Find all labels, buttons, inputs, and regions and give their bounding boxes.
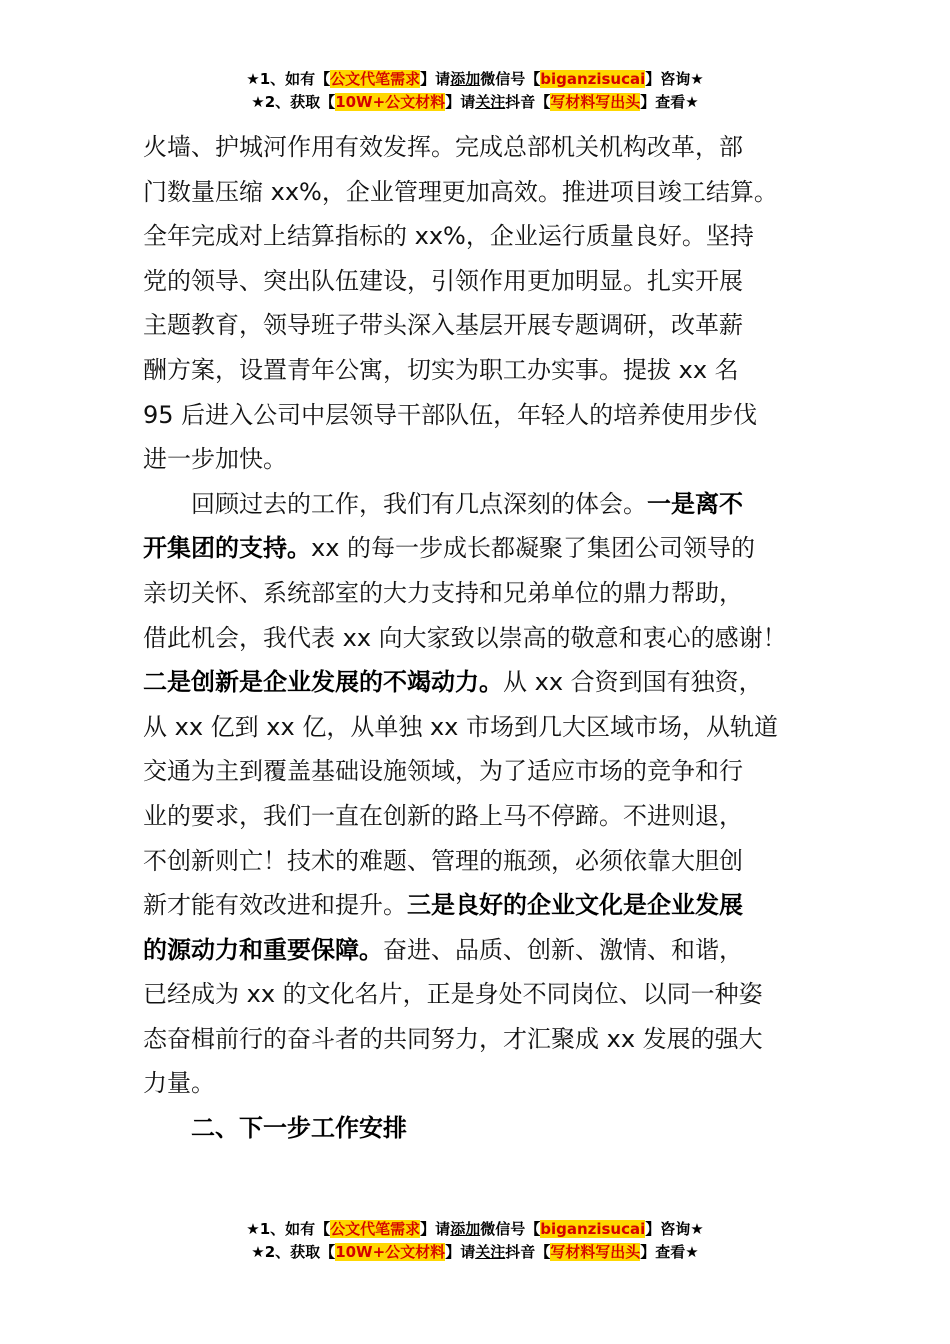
banner-line-2 [0,91,950,114]
body-line: 亲切关怀、系统部室的大力支持和兄弟单位的鼎力帮助， [143,578,743,607]
section-heading [143,1106,823,1151]
body-line: 交通为主到覆盖基础设施领域，为了适应市场的竞争和行 [143,757,743,786]
banner-text: ★1、如有【 [246,1220,331,1238]
banner-text: 】查看★ [640,93,699,111]
banner-text: 微信号【 [480,1220,541,1238]
body-line: 力量。 [143,1069,215,1098]
body-line [143,482,823,527]
body-line: 火墙、护城河作用有效发挥。完成总部机关机构改革，部 [143,133,743,161]
banner-line-1 [0,1218,950,1241]
body-bold-text: 二是创新是企业发展的不竭动力。 [143,668,503,697]
body-line: 从 xx 亿到 xx 亿，从单独 xx 市场到几大区域市场，从轨道 [143,712,778,741]
banner-text: 】请 [420,1220,451,1238]
banner-highlight: 写材料写出头 [550,93,641,111]
body-text: xx 的每一步成长都凝聚了集团公司领导的 [311,534,756,563]
banner-text: 】请 [445,1243,476,1261]
body-line [143,928,823,973]
banner-text: 】咨询★ [645,70,704,88]
banner-underlined-text: 关注 [475,1243,506,1261]
banner-text: ★2、获取【 [251,1243,336,1261]
body-text: 从 xx 合资到国有独资， [503,668,763,697]
banner-line-1 [0,68,950,91]
body-line: 全年完成对上结算指标的 xx%，企业运行质量良好。坚持 [143,222,754,251]
body-line: 态奋楫前行的奋斗者的共同努力，才汇聚成 xx 发展的强大 [143,1024,763,1053]
body-line: 党的领导、突出队伍建设，引领作用更加明显。扎实开展 [143,266,743,295]
banner-highlight: 公文代笔需求 [330,70,421,88]
banner-highlight: biganzisucai [540,1220,646,1238]
banner-text: 抖音【 [505,93,551,111]
banner-text: 】请 [445,93,476,111]
banner-text: 】查看★ [640,1243,699,1261]
body-line: 进一步加快。 [143,445,287,474]
body-line: 借此机会，我代表 xx 向大家致以崇高的敬意和衷心的感谢！ [143,623,787,652]
banner-text: 】咨询★ [645,1220,704,1238]
body-line: 酬方案，设置青年公寓，切实为职工办实事。提拔 xx 名 [143,355,739,384]
body-line [143,526,823,571]
banner-text: ★2、获取【 [251,93,336,111]
banner-highlight: 10W+公文材料 [335,1243,446,1261]
section-heading-text: 二、下一步工作安排 [191,1114,407,1143]
banner-line-2 [0,1241,950,1264]
body-line [143,660,823,705]
body-bold-text: 一是离不 [647,489,743,518]
banner-text: ★1、如有【 [246,70,331,88]
banner-text: 抖音【 [505,1243,551,1261]
header-banner [0,68,950,114]
document-body [143,125,823,1151]
body-line: 已经成为 xx 的文化名片，正是身处不同岗位、以同一种姿 [143,980,763,1009]
body-line: 业的要求，我们一直在创新的路上马不停蹄。不进则退， [143,801,743,830]
body-line: 门数量压缩 xx%，企业管理更加高效。推进项目竣工结算。 [143,177,778,206]
banner-highlight: 10W+公文材料 [335,93,446,111]
banner-highlight: biganzisucai [540,70,646,88]
banner-underlined-text: 添加 [450,70,481,88]
body-line: 主题教育，领导班子带头深入基层开展专题调研，改革薪 [143,311,743,340]
body-text: 奋进、品质、创新、激情、和谐， [383,935,743,964]
body-text: 回顾过去的工作，我们有几点深刻的体会。 [191,489,647,518]
body-line [143,883,823,928]
body-bold-text: 的源动力和重要保障。 [143,935,383,964]
body-line: 95 后进入公司中层领导干部队伍，年轻人的培养使用步伐 [143,400,758,429]
banner-text: 】请 [420,70,451,88]
banner-underlined-text: 关注 [475,93,506,111]
body-bold-text: 三是良好的企业文化是企业发展 [407,891,743,920]
banner-highlight: 写材料写出头 [550,1243,641,1261]
banner-highlight: 公文代笔需求 [330,1220,421,1238]
body-bold-text: 开集团的支持。 [143,534,311,563]
footer-banner [0,1218,950,1264]
banner-text: 微信号【 [480,70,541,88]
body-text: 新才能有效改进和提升。 [143,891,407,920]
banner-underlined-text: 添加 [450,1220,481,1238]
body-line: 不创新则亡！技术的难题、管理的瓶颈，必须依靠大胆创 [143,846,743,875]
